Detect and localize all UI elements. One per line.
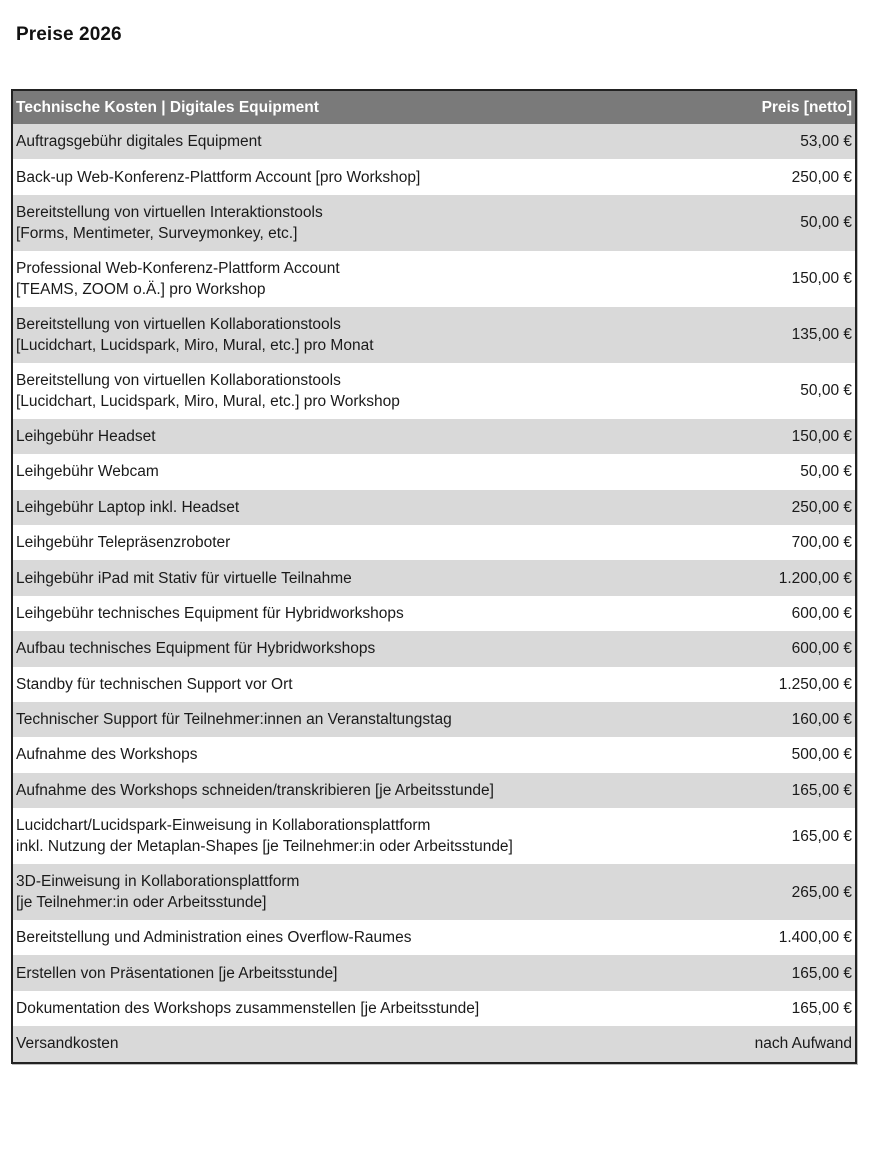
row-description: Leihgebühr iPad mit Stativ für virtuelle Teilnahme	[16, 569, 352, 587]
row-price: 600,00 €	[791, 640, 852, 658]
table-row	[13, 808, 855, 864]
row-price: 265,00 €	[791, 883, 852, 901]
table-row	[13, 195, 855, 251]
row-description: Standby für technischen Support vor Ort	[16, 675, 293, 693]
row-description: Bereitstellung und Administration eines Overflow-Raumes	[16, 929, 412, 947]
row-price: 165,00 €	[791, 964, 852, 982]
table-row	[13, 363, 855, 419]
row-description: Versandkosten	[16, 1035, 119, 1053]
header-price: Preis [netto]	[761, 99, 852, 116]
table-row	[13, 667, 855, 702]
table-row	[13, 454, 855, 489]
row-price: 700,00 €	[791, 534, 852, 552]
row-description: Erstellen von Präsentationen [je Arbeitsstunde]	[16, 964, 338, 982]
table-row	[13, 702, 855, 737]
table-row	[13, 251, 855, 307]
table-row	[13, 737, 855, 772]
row-description: Bereitstellung von virtuellen Kollaborationstools [Lucidchart, Lucidspark, Miro, Mural, etc.] pro Monat	[16, 315, 374, 354]
row-price: 165,00 €	[791, 1000, 852, 1018]
row-description: Leihgebühr technisches Equipment für Hybridworkshops	[16, 604, 404, 622]
row-description: Auftragsgebühr digitales Equipment	[16, 133, 262, 151]
table-row	[13, 124, 855, 159]
table-row	[13, 419, 855, 454]
table-row	[13, 159, 855, 194]
row-description: Aufbau technisches Equipment für Hybridworkshops	[16, 640, 376, 658]
row-description: Lucidchart/Lucidspark-Einweisung in Kollaborationsplattform inkl. Nutzung der Metaplan-Shapes [je Teilnehmer:in oder Arbeitsstunde]	[16, 817, 513, 856]
row-description: Bereitstellung von virtuellen Kollaborationstools [Lucidchart, Lucidspark, Miro, Mural, etc.] pro Workshop	[16, 371, 400, 410]
row-price: 50,00 €	[800, 382, 852, 400]
row-price: 50,00 €	[800, 463, 852, 481]
table-row	[13, 920, 855, 955]
page-title: Preise 2026	[16, 24, 122, 45]
row-price: 1.200,00 €	[778, 569, 852, 587]
table-row	[13, 596, 855, 631]
row-price: 165,00 €	[791, 781, 852, 799]
table-row	[13, 525, 855, 560]
row-description: Bereitstellung von virtuellen Interaktionstools [Forms, Mentimeter, Surveymonkey, etc.]	[16, 203, 323, 242]
table-row	[13, 307, 855, 363]
row-description: Leihgebühr Webcam	[16, 463, 159, 481]
table-row	[13, 631, 855, 666]
row-description: Leihgebühr Headset	[16, 427, 156, 445]
row-description: Aufnahme des Workshops	[16, 746, 198, 764]
row-description: Leihgebühr Laptop inkl. Headset	[16, 498, 240, 516]
row-description: Professional Web-Konferenz-Plattform Account [TEAMS, ZOOM o.Ä.] pro Workshop	[16, 259, 340, 298]
row-price: 160,00 €	[791, 711, 852, 729]
row-price: 600,00 €	[791, 604, 852, 622]
row-price: 1.250,00 €	[778, 675, 852, 693]
row-price: 250,00 €	[791, 168, 852, 186]
row-description: 3D-Einweisung in Kollaborationsplattform [je Teilnehmer:in oder Arbeitsstunde]	[16, 873, 300, 912]
header-description: Technische Kosten | Digitales Equipment	[16, 99, 319, 116]
row-description: Leihgebühr Telepräsenzroboter	[16, 534, 231, 552]
table-body	[13, 124, 855, 1062]
table-row	[13, 773, 855, 808]
row-description: Technischer Support für Teilnehmer:innen an Veranstaltungstag	[16, 711, 452, 729]
table-row	[13, 1026, 855, 1061]
table-row	[13, 991, 855, 1026]
table-row	[13, 490, 855, 525]
table-row	[13, 864, 855, 920]
table-row	[13, 955, 855, 990]
row-price: 165,00 €	[791, 827, 852, 845]
row-price: 150,00 €	[791, 427, 852, 445]
row-price: 150,00 €	[791, 270, 852, 288]
row-price: nach Aufwand	[754, 1035, 852, 1053]
row-description: Aufnahme des Workshops schneiden/transkribieren [je Arbeitsstunde]	[16, 781, 494, 799]
row-price: 250,00 €	[791, 498, 852, 516]
table-header	[13, 91, 855, 124]
row-description: Back-up Web-Konferenz-Plattform Account [pro Workshop]	[16, 168, 421, 186]
row-price: 135,00 €	[791, 326, 852, 344]
row-price: 500,00 €	[791, 746, 852, 764]
price-table	[11, 89, 857, 1064]
table-row	[13, 560, 855, 595]
row-price: 53,00 €	[800, 133, 852, 151]
row-price: 1.400,00 €	[778, 929, 852, 947]
row-price: 50,00 €	[800, 214, 852, 232]
row-description: Dokumentation des Workshops zusammenstellen [je Arbeitsstunde]	[16, 1000, 480, 1018]
